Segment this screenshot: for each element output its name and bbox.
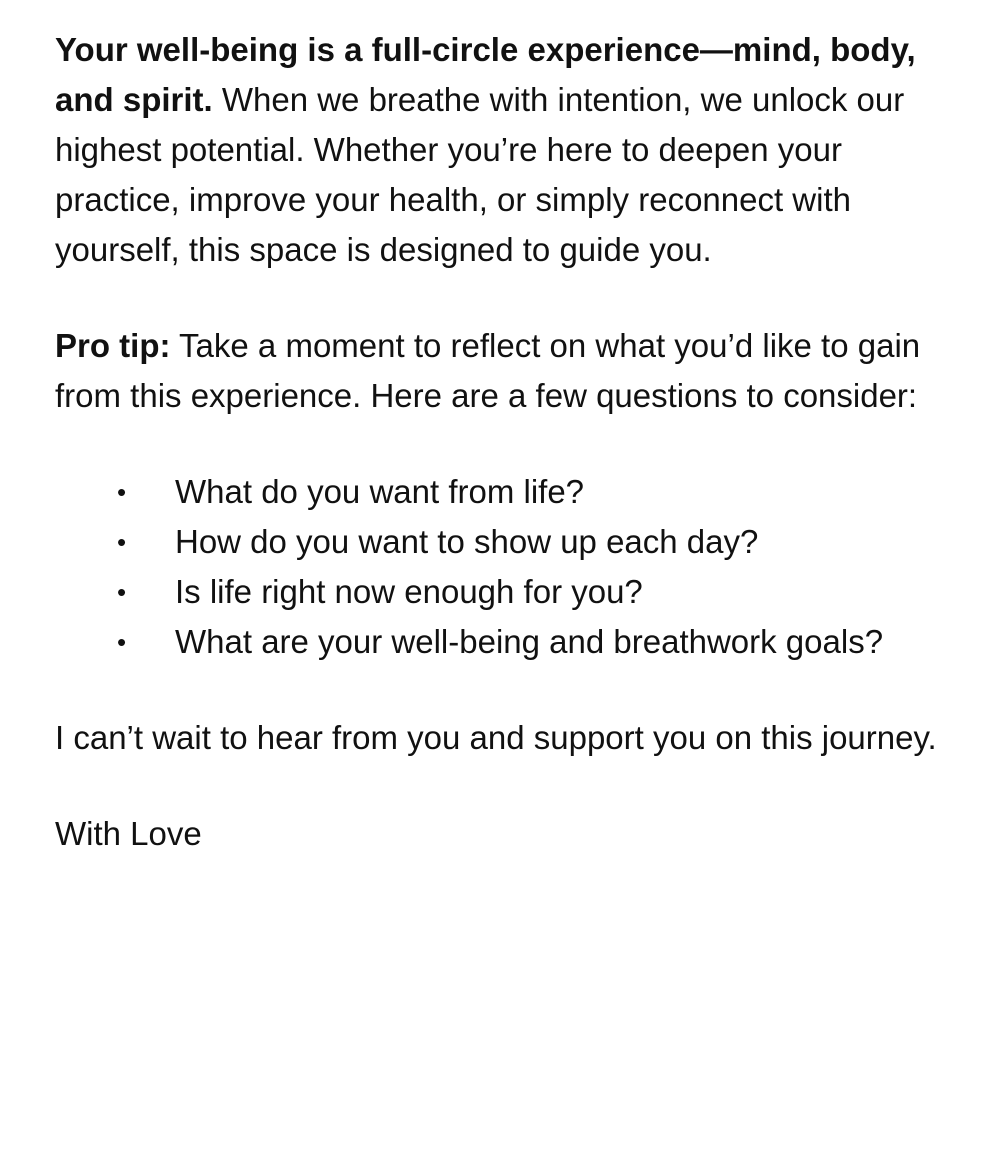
pro-tip-text: Take a moment to reflect on what you’d like to gain from this experience. Here are a few questions to consider: <box>55 327 921 414</box>
question-text: How do you want to show up each day? <box>175 523 759 560</box>
bullet-icon: • <box>117 477 127 507</box>
list-item <box>55 567 965 617</box>
list-item <box>55 517 965 567</box>
list-item <box>55 617 965 667</box>
questions-list <box>55 467 965 667</box>
bullet-icon: • <box>117 527 127 557</box>
intro-paragraph <box>55 25 965 275</box>
pro-tip-paragraph <box>55 321 965 421</box>
intro-text: When we breathe with intention, we unlock our highest potential. Whether you’re here to deepen your practice, improve your health, or simply reconnect with yourself, this space is designed to guide you. <box>55 81 905 268</box>
question-text: What do you want from life? <box>175 473 585 510</box>
bullet-icon: • <box>117 627 127 657</box>
question-text: Is life right now enough for you? <box>175 573 643 610</box>
pro-tip-label: Pro tip: <box>55 327 171 364</box>
bullet-icon: • <box>117 577 127 607</box>
intro-heading: Your well-being is a full-circle experience—mind, body, and spirit. <box>55 31 916 118</box>
closing-paragraph: I can’t wait to hear from you and support you on this journey. <box>55 719 937 756</box>
question-text: What are your well-being and breathwork goals? <box>175 623 884 660</box>
list-item <box>55 467 965 517</box>
signoff-text: With Love <box>55 815 202 852</box>
document-body <box>55 25 965 859</box>
